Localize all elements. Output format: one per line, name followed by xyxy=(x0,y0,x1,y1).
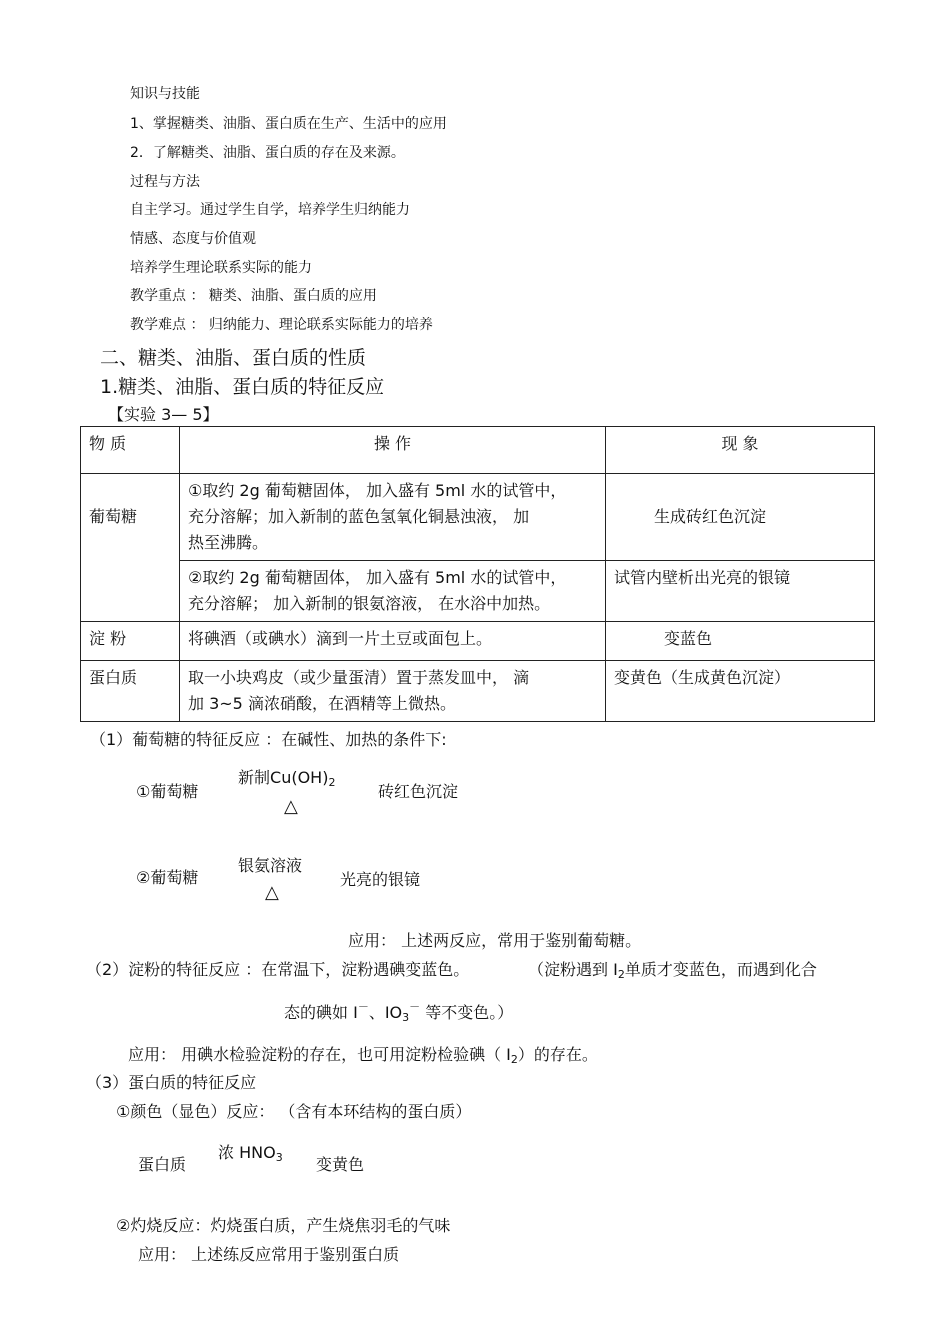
phenomenon-cell: 变蓝色 xyxy=(606,622,875,661)
operation-line: 充分溶解；加入新制的蓝色氢氧化铜悬浊液， 加 xyxy=(188,507,530,526)
application-text: ）的存在。 xyxy=(517,1045,598,1064)
difficult-point: 教学难点 ： 归纳能力、理论联系实际能力的培养 xyxy=(130,317,433,333)
table-header-row xyxy=(81,427,875,474)
charge-superscript: － xyxy=(357,1000,369,1013)
note-text: 态的碘如 I xyxy=(284,1003,358,1022)
charge-superscript: － xyxy=(409,1000,421,1013)
protein-reaction-left: 蛋白质 xyxy=(138,1155,187,1174)
starch-note xyxy=(528,957,817,981)
formula-subscript: 2 xyxy=(510,1053,518,1066)
note-text: 、IO xyxy=(368,1003,403,1022)
header-substance: 物 质 xyxy=(81,427,180,474)
glucose-reaction2-left: ②葡萄糖 xyxy=(136,868,199,887)
protein-burn-reaction: ②灼烧反应：灼烧蛋白质，产生烧焦羽毛的气味 xyxy=(116,1216,451,1235)
knowledge-item-2: 2．了解糖类、油脂、蛋白质的存在及来源。 xyxy=(130,145,405,161)
protein-title: （3）蛋白质的特征反应 xyxy=(86,1073,257,1092)
header-phenomenon: 现 象 xyxy=(606,427,875,474)
phenomenon-cell: 生成砖红色沉淀 xyxy=(606,474,875,561)
operation-cell xyxy=(180,622,606,661)
glucose-reaction2-reagent: 银氨溶液 xyxy=(238,856,303,875)
process-text: 自主学习。通过学生自学，培养学生归纳能力 xyxy=(130,202,410,218)
note-text: 等不变色。） xyxy=(420,1003,514,1022)
protein-color-reaction: ①颜色（显色）反应： （含有本环结构的蛋白质） xyxy=(116,1102,472,1121)
experiment-table xyxy=(80,426,875,722)
substance-cell: 葡萄糖 xyxy=(81,474,180,622)
glucose-reaction2-product: 光亮的银镜 xyxy=(340,870,421,889)
section-subheading: 1.糖类、油脂、蛋白质的特征反应 xyxy=(100,376,385,398)
protein-reaction-reagent xyxy=(218,1140,283,1164)
reagent-text: 新制 xyxy=(238,768,271,787)
glucose-reaction1-left: ①葡萄糖 xyxy=(136,782,199,801)
operation-cell xyxy=(180,474,606,561)
substance-cell: 淀 粉 xyxy=(81,622,180,661)
table-row xyxy=(81,661,875,722)
protein-application: 应用： 上述练反应常用于鉴别蛋白质 xyxy=(138,1245,400,1264)
reagent-subscript: 3 xyxy=(275,1151,283,1164)
operation-line: 充分溶解； 加入新制的银氨溶液， 在水浴中加热。 xyxy=(188,594,551,613)
knowledge-title: 知识与技能 xyxy=(130,86,200,102)
note-text: （淀粉遇到 I xyxy=(528,960,618,979)
operation-line: 将碘酒（或碘水）滴到一片土豆或面包上。 xyxy=(188,629,493,648)
glucose-application: 应用： 上述两反应，常用于鉴别葡萄糖。 xyxy=(348,931,642,950)
phenomenon-cell: 变黄色（生成黄色沉淀） xyxy=(606,661,875,722)
table-row xyxy=(81,622,875,661)
operation-line: ②取约 2g 葡萄糖固体， 加入盛有 5ml 水的试管中， xyxy=(188,568,567,587)
key-point: 教学重点 ： 糖类、油脂、蛋白质的应用 xyxy=(130,288,377,304)
operation-line: ①取约 2g 葡萄糖固体， 加入盛有 5ml 水的试管中， xyxy=(188,481,567,500)
note-text: 单质才变蓝色，而遇到化合 xyxy=(624,960,817,979)
table-row xyxy=(81,474,875,561)
glucose-reaction1-product: 砖红色沉淀 xyxy=(378,782,459,801)
substance-cell: 蛋白质 xyxy=(81,661,180,722)
table-row xyxy=(81,561,875,622)
operation-line: 取一小块鸡皮（或少量蛋清）置于蒸发皿中， 滴 xyxy=(188,668,530,687)
emotion-title: 情感、态度与价值观 xyxy=(130,231,256,247)
reagent-formula: 浓 HNO xyxy=(218,1143,276,1162)
application-text: 应用： 用碘水检验淀粉的存在，也可用淀粉检验碘（ I xyxy=(128,1045,511,1064)
operation-line: 加 3~5 滴浓硝酸，在酒精等上微热。 xyxy=(188,694,456,713)
phenomenon-cell: 试管内壁析出光亮的银镜 xyxy=(606,561,875,622)
process-title: 过程与方法 xyxy=(130,174,200,190)
starch-application xyxy=(128,1042,598,1066)
experiment-label: 【实验 3— 5】 xyxy=(108,405,219,424)
knowledge-item-1: 1、掌握糖类、油脂、蛋白质在生产、生活中的应用 xyxy=(130,116,447,132)
glucose-reaction1-reagent xyxy=(238,765,335,789)
starch-note-continued xyxy=(284,998,513,1024)
note-subscript: 2 xyxy=(617,968,625,981)
heat-triangle-icon: △ xyxy=(265,882,279,903)
operation-cell xyxy=(180,661,606,722)
reagent-subscript: 2 xyxy=(328,776,336,789)
operation-cell xyxy=(180,561,606,622)
formula-subscript: 3 xyxy=(402,1011,410,1024)
header-operation: 操 作 xyxy=(180,427,606,474)
reagent-formula: Cu(OH) xyxy=(270,768,329,787)
glucose-title: （1）葡萄糖的特征反应 ：在碱性、加热的条件下: xyxy=(90,730,447,749)
emotion-text: 培养学生理论联系实际的能力 xyxy=(130,260,312,276)
section-heading: 二、糖类、油脂、蛋白质的性质 xyxy=(100,347,367,369)
operation-line: 热至沸腾。 xyxy=(188,533,269,552)
starch-title: （2）淀粉的特征反应 ：在常温下，淀粉遇碘变蓝色。 xyxy=(86,960,470,979)
protein-reaction-product: 变黄色 xyxy=(316,1155,365,1174)
heat-triangle-icon: △ xyxy=(284,796,298,817)
